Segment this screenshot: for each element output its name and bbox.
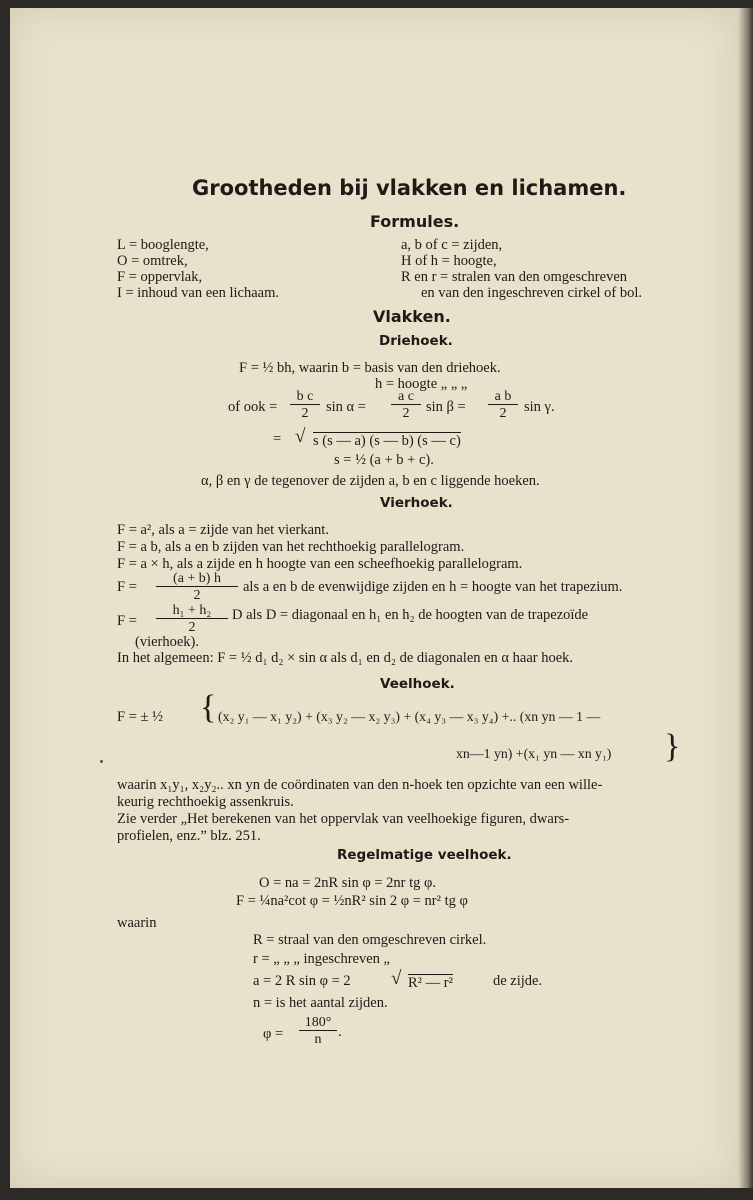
fraction-ab: $\frac{\text{a b}}{2}$ (488, 390, 518, 421)
driehoek-note: α, β en γ de tegenover de zijden a, b en c liggende hoeken. (201, 473, 540, 489)
fraction-trapezoide: $\frac{\text{h₁ + h₂}}{2}$ (156, 604, 228, 635)
driehoek-sin-beta: sin β = (426, 399, 466, 415)
regelmatige-r3-expr: R² — r² (408, 975, 453, 991)
legend-right-1: a, b of c = zijden, (401, 237, 503, 253)
left-brace-icon: { (200, 689, 217, 726)
regelmatige-r4: n = is het aantal zijden. (253, 995, 388, 1011)
veelhoek-l2-body: xn—1 yn) +(x₁ yn — xn y₁) (456, 746, 612, 761)
vierhoek-line-2: F = a b, als a en b zijden van het rechthoekig parallelogram. (117, 539, 465, 555)
fraction-bc: $\frac{\text{b c}}{2}$ (290, 390, 320, 421)
fraction-trapezium: $\frac{(a + b) h}{2}$ (156, 572, 238, 603)
regelmatige-waarin: waarin (117, 915, 157, 931)
veelhoek-w4: profielen, enz.” blz. 251. (117, 828, 261, 844)
driehoek-line-1: F = ½ bh, waarin b = basis van den driehoek. (239, 360, 501, 376)
fraction-ac: $\frac{\text{a c}}{2}$ (391, 390, 421, 421)
fraction-phi: $\frac{180^\circ}{n}$ (299, 1016, 337, 1047)
vierhoek-l4-pre: F = (117, 579, 137, 595)
veelhoek-w1: waarin x₁y₁, x₂y₂.. xn yn de coördinaten van den n-hoek ten opzichte van een wille- (117, 777, 603, 793)
subheading-regelmatige-veelhoek: Regelmatige veelhoek. (337, 847, 512, 863)
vierhoek-line-3: F = a × h, als a zijde en h hoogte van een scheefhoekig parallelogram. (117, 556, 523, 572)
legend-right-3: R en r = stralen van den omgeschreven (401, 269, 628, 285)
regelmatige-r2: r = „ „ „ ingeschreven „ (253, 951, 390, 967)
section-heading-vlakken: Vlakken. (373, 307, 451, 326)
regelmatige-line-2: F = ¼na²cot φ = ½nR² sin 2 φ = nr² tg φ (236, 893, 468, 909)
veelhoek-w3: Zie verder „Het berekenen van het oppervlak van veelhoekige figuren, dwars- (117, 811, 570, 827)
veelhoek-w2: keurig rechthoekig assenkruis. (117, 794, 294, 810)
driehoek-line-2: h = hoogte „ „ „ (375, 376, 468, 392)
driehoek-root-eq: = (273, 431, 282, 447)
right-brace-icon: } (664, 728, 681, 765)
section-heading-formules: Formules. (370, 212, 460, 231)
subheading-vierhoek: Vierhoek. (380, 495, 453, 511)
veelhoek-l1-pre: F = ± ½ (117, 709, 163, 725)
vierhoek-l5-post: D als D = diagonaal en h₁ en h₂ de hoogten van de trapezoïde (232, 607, 589, 623)
regelmatige-r3-pre: a = 2 R sin φ = 2 (253, 973, 351, 989)
ink-dot (100, 760, 103, 763)
subheading-driehoek: Driehoek. (379, 333, 453, 349)
regelmatige-r1: R = straal van den omgeschreven cirkel. (253, 932, 487, 948)
regelmatige-phi-pre: φ = (263, 1026, 284, 1042)
vierhoek-l5-pre: F = (117, 613, 137, 629)
square-root-icon: √ (295, 426, 306, 447)
regelmatige-line-1: O = na = 2nR sin φ = 2nr tg φ. (259, 875, 437, 891)
legend-left-1: L = booglengte, (117, 237, 209, 253)
legend-right-2: H of h = hoogte, (401, 253, 497, 269)
driehoek-root-expr: s (s — a) (s — b) (s — c) (313, 433, 461, 449)
vierhoek-l4-post: als a en b de evenwijdige zijden en h = hoogte van het trapezium. (243, 579, 623, 595)
subheading-veelhoek: Veelhoek. (380, 676, 455, 692)
square-root-icon-2: √ (391, 968, 402, 989)
book-page (10, 8, 738, 1188)
legend-right-4: en van den ingeschreven cirkel of bol. (421, 285, 643, 301)
regelmatige-phi-post: . (338, 1024, 342, 1040)
legend-left-3: F = oppervlak, (117, 269, 203, 285)
driehoek-ofook: of ook = (228, 399, 278, 415)
vierhoek-line-1: F = a², als a = zijde van het vierkant. (117, 522, 329, 538)
page-edge (738, 8, 753, 1188)
legend-left-2: O = omtrek, (117, 253, 188, 269)
legend-left-4: I = inhoud van een lichaam. (117, 285, 279, 301)
driehoek-sin-alpha: sin α = (326, 399, 366, 415)
veelhoek-l1-body: (x₂ y₁ — x₁ y₂) + (x₃ y₂ — x₂ y₃) + (x₄ y₃ — x₃ y₄) +.. (xn yn — 1 — (218, 709, 601, 724)
regelmatige-r3-post: de zijde. (493, 973, 543, 989)
page-title: Grootheden bij vlakken en lichamen. (192, 176, 627, 200)
vierhoek-l5-cont: (vierhoek). (135, 634, 200, 650)
vierhoek-line-6: In het algemeen: F = ½ d₁ d₂ × sin α als d₁ en d₂ de diagonalen en α haar hoek. (117, 650, 574, 666)
driehoek-sin-gamma: sin γ. (524, 399, 555, 415)
driehoek-s-line: s = ½ (a + b + c). (334, 452, 434, 468)
